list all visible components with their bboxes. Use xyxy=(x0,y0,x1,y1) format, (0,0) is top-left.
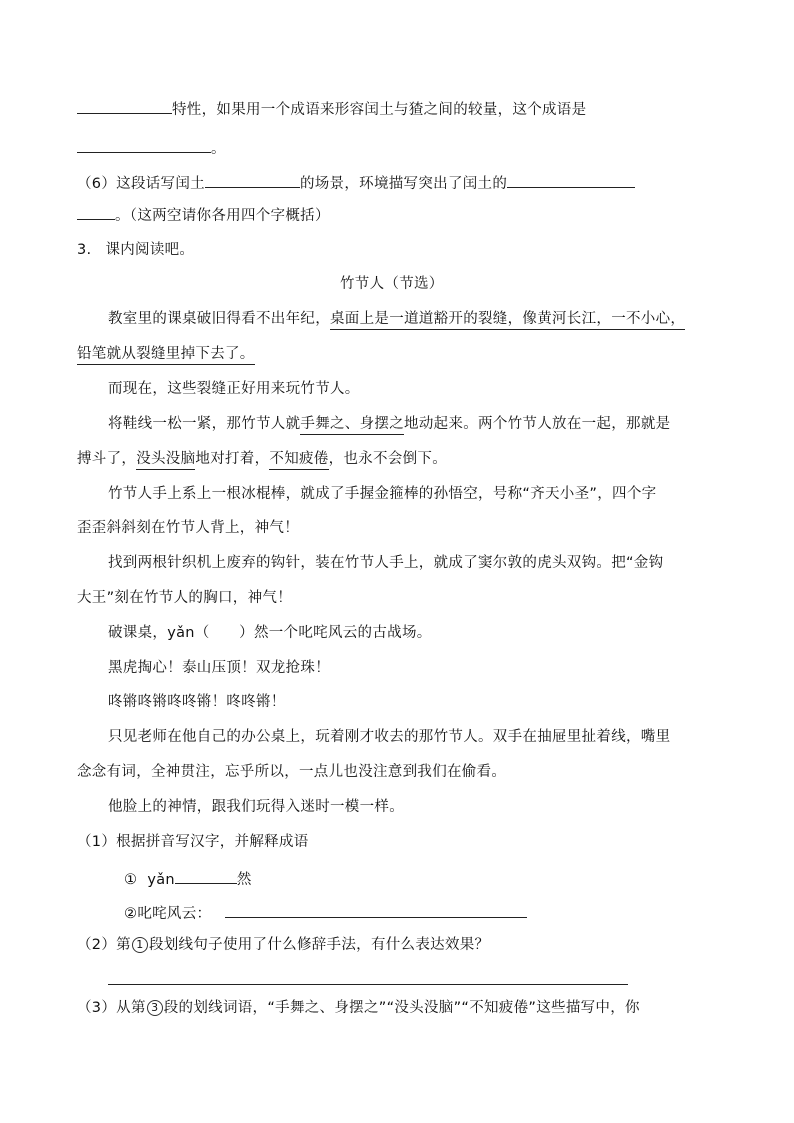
answer-blank[interactable] xyxy=(175,868,237,884)
answer-blank[interactable] xyxy=(225,902,527,918)
paragraph-3-line2: 搏斗了，没头没脑地对打着，不知疲倦，也永不会倒下。 xyxy=(77,449,447,469)
underlined-sentence: 桌面上是一道道豁开的裂缝，像黄河长江，一不小心， xyxy=(330,311,685,330)
subquestion-3: （3）从第 3 段的划线词语，“手舞之、身摆之”“没头没脑”“不知疲倦”这些描写中，你 xyxy=(77,1000,640,1016)
paragraph-7: 黑虎掏心！泰山压顶！双龙抢珠！ xyxy=(108,660,330,676)
paragraph-5-line2: 大王”刻在竹节人的胸口，神气！ xyxy=(77,590,293,606)
paragraph-9-line1: 只见老师在他自己的办公桌上，玩着刚才收去的那竹节人。双手在抽屉里扯着线，嘴里 xyxy=(108,729,671,745)
q2-line2: 。 xyxy=(77,137,226,159)
paragraph-8: 咚锵咚锵咚咚锵！咚咚锵！ xyxy=(108,694,286,710)
underlined-phrase: 不知疲倦 xyxy=(269,451,328,470)
underlined-phrase: 手舞之、身摆之 xyxy=(300,416,404,435)
subquestion-1-item-2: ②叱咤风云： xyxy=(124,902,527,924)
answer-blank[interactable] xyxy=(205,172,300,188)
underlined-sentence: 铅笔就从裂缝里掉下去了。 xyxy=(77,346,255,365)
question-number: 3. xyxy=(77,242,92,258)
answer-line[interactable] xyxy=(108,984,628,985)
paragraph-10: 他脸上的神情，跟我们玩得入迷时一模一样。 xyxy=(108,799,404,815)
passage-title: 竹节人（节选） xyxy=(340,276,444,292)
paragraph-4-line2: 歪歪斜斜刻在竹节人背上，神气！ xyxy=(77,520,299,536)
paragraph-6: 破课桌，yǎn（ ）然一个叱咤风云的古战场。 xyxy=(108,625,432,641)
answer-blank[interactable] xyxy=(77,137,211,153)
answer-blank[interactable] xyxy=(77,204,115,220)
paragraph-5-line1: 找到两根针织机上废弃的钩针，装在竹节人手上，就成了窦尔敦的虎头双钩。把“金钩 xyxy=(108,555,664,571)
subquestion-1: （1）根据拼音写汉字，并解释成语 xyxy=(77,834,309,850)
question-3-header: 3. 课内阅读吧。 xyxy=(77,242,195,258)
subquestion-1-item-1: ① yǎn 然 xyxy=(124,868,252,890)
paragraph-3-line1: 将鞋线一松一紧，那竹节人就手舞之、身摆之地动起来。两个竹节人放在一起，那就是 xyxy=(108,414,670,434)
q6-line2: 。（这两空请你各用四个字概括） xyxy=(77,204,330,226)
answer-blank[interactable] xyxy=(77,98,172,114)
answer-blank[interactable] xyxy=(507,172,635,188)
circled-number: 3 xyxy=(147,1000,163,1016)
paragraph-1-line1: 教室里的课桌破旧得看不出年纪，桌面上是一道道豁开的裂缝，像黄河长江，一不小心， xyxy=(108,309,685,329)
paragraph-4-line1: 竹节人手上系上一根冰棍棒，就成了手握金箍棒的孙悟空，号称“齐天小圣”，四个字 xyxy=(108,486,657,502)
q2-line1: 特性，如果用一个成语来形容闰土与猹之间的较量，这个成语是 xyxy=(77,98,586,120)
paragraph-2: 而现在，这些裂缝正好用来玩竹节人。 xyxy=(108,381,360,397)
circled-number: 1 xyxy=(132,937,148,953)
q6-line1: （6）这段话写闰土 的场景，环境描写突出了闰土的 xyxy=(77,172,635,194)
paragraph-1-line2 xyxy=(77,344,255,364)
paragraph-9-line2: 念念有词，全神贯注，忘乎所以，一点儿也没注意到我们在偷看。 xyxy=(77,764,507,780)
subquestion-2: （2）第 1 段划线句子使用了什么修辞手法，有什么表达效果？ xyxy=(77,937,490,953)
underlined-phrase: 没头没脑 xyxy=(136,451,195,470)
